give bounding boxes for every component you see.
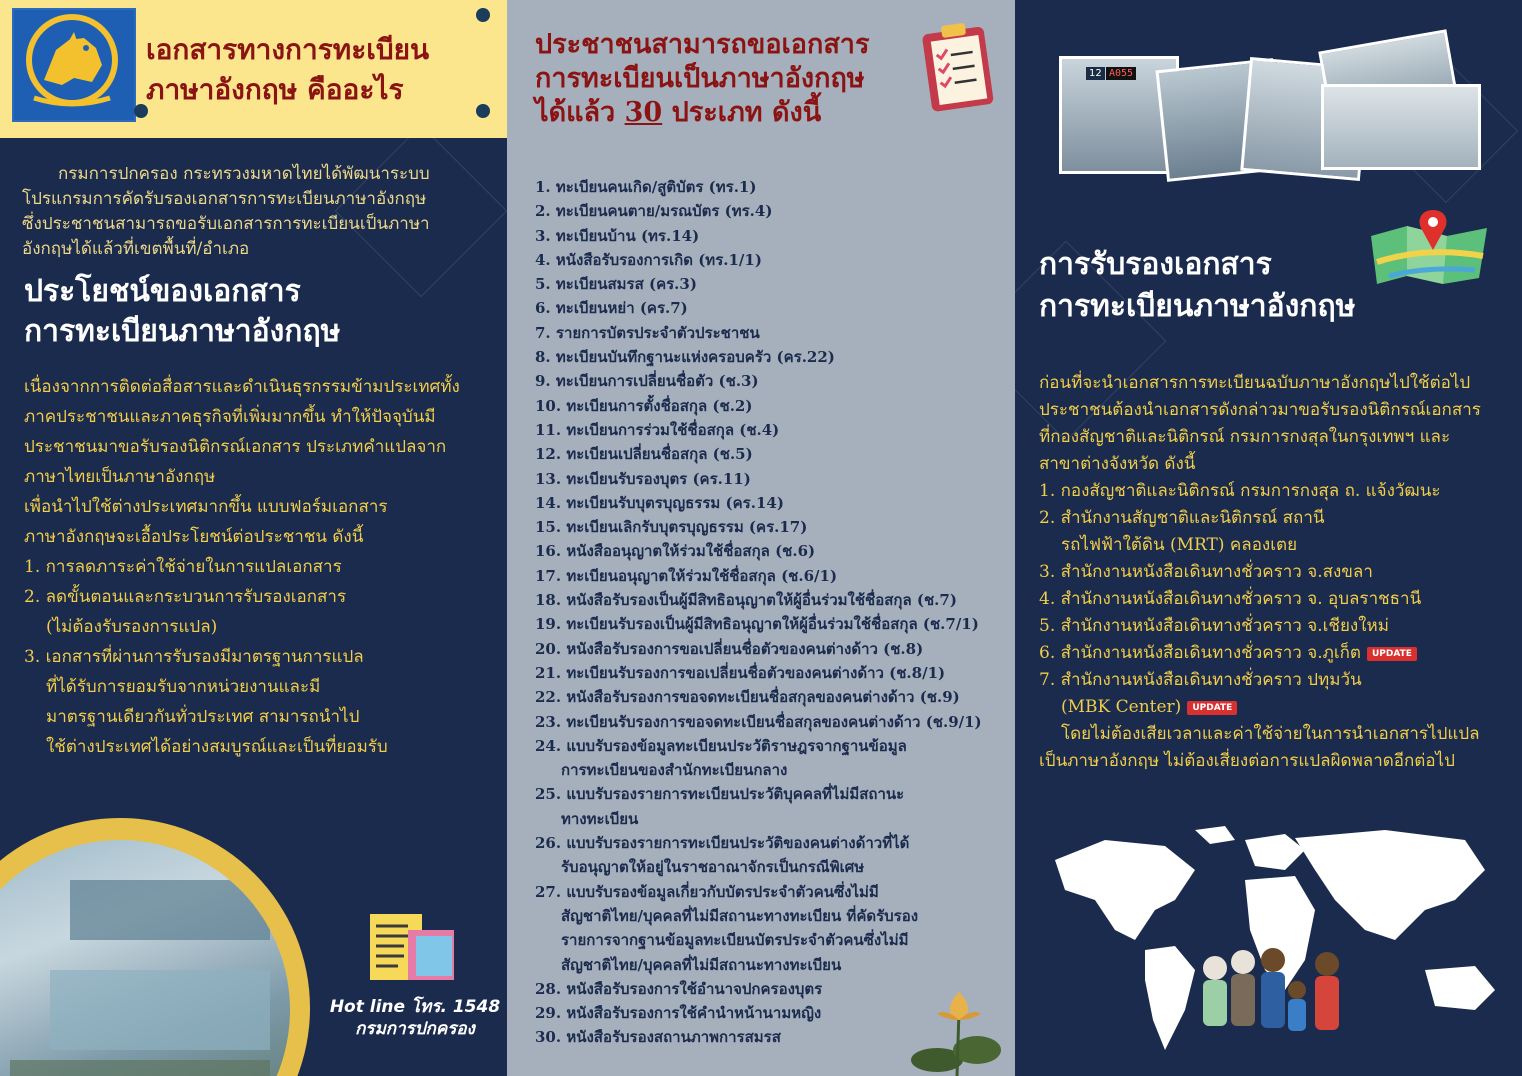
clipboard-checklist-icon — [919, 20, 999, 112]
family-illustration — [1203, 948, 1339, 1031]
hotline-label — [320, 996, 507, 1040]
benefit-item-continued: ใช้ต่างประเทศได้อย่างสมบูรณ์และเป็นที่ยอมรับ — [46, 737, 388, 757]
body-line: โดยไม่ต้องเสียเวลาและค่าใช้จ่ายในการนำเอกสารไปแปล — [1061, 724, 1480, 744]
list-item: 22. หนังสือรับรองการขอจดทะเบียนชื่อสกุลของคนต่างด้าว (ช.9) — [535, 688, 960, 707]
office-photo-collage — [1055, 40, 1495, 180]
hotline-number: Hot line โทร. 1548 — [329, 997, 501, 1017]
list-item: 6. ทะเบียนหย่า (คร.7) — [535, 299, 688, 318]
list-item: 25. แบบรับรองรายการทะเบียนประวัติบุคคลที่ไม่มีสถานะ — [535, 785, 905, 804]
intro-line: อังกฤษได้แล้วที่เขตพื้นที่/อำเภอ — [22, 239, 250, 259]
heading-line: การทะเบียนภาษาอังกฤษ — [1039, 289, 1356, 324]
document-types-heading — [535, 28, 915, 130]
list-item: 13. ทะเบียนรับรองบุตร (คร.11) — [535, 469, 751, 488]
heading-line: ประโยชน์ของเอกสาร — [24, 274, 301, 309]
office-item-continued — [1039, 694, 1515, 721]
body-line: เป็นภาษาอังกฤษ ไม่ต้องเสี่ยงต่อการแปลผิดพลาดอีกต่อไป — [1039, 751, 1455, 771]
list-item: 5. ทะเบียนสมรส (คร.3) — [535, 275, 697, 294]
body-line: ภาษาอังกฤษจะเอื้อประโยชน์ต่อประชาชน ดังนี้ — [24, 527, 364, 547]
office-item: 3. สำนักงานหนังสือเดินทางชั่วคราว จ.สงขลา — [1039, 562, 1373, 582]
list-item: 26. แบบรับรองรายการทะเบียนประวัติของคนต่างด้าวที่ได้ — [535, 834, 910, 853]
heading-line — [535, 96, 915, 130]
office-item: 4. สำนักงานหนังสือเดินทางชั่วคราว จ. อุบลราชธานี — [1039, 589, 1422, 609]
office-item: 2. สำนักงานสัญชาติและนิติกรณ์ สถานี — [1039, 508, 1325, 528]
office-item: 1. กองสัญชาติและนิติกรณ์ กรมการกงสุล ถ. แจ้งวัฒนะ — [1039, 481, 1441, 501]
list-item: 29. หนังสือรับรองการใช้คำนำหน้านามหญิง — [535, 1004, 822, 1023]
update-badge: UPDATE — [1187, 701, 1237, 715]
office-item: 5. สำนักงานหนังสือเดินทางชั่วคราว จ.เชียงใหม่ — [1039, 616, 1389, 636]
list-item-continued: รับอนุญาตให้อยู่ในราชอาณาจักรเป็นกรณีพิเศษ — [561, 858, 865, 877]
list-item: 11. ทะเบียนการร่วมใช้ชื่อสกุล (ช.4) — [535, 420, 780, 439]
body-line: ที่กองสัญชาติและนิติกรณ์ กรมการกงสุลในกรุงเทพฯ และ — [1039, 427, 1451, 447]
document-count: 30 — [624, 97, 663, 128]
list-item: 14. ทะเบียนรับบุตรบุญธรรม (คร.14) — [535, 493, 784, 512]
list-item: 7. รายการบัตรประจำตัวประชาชน — [535, 323, 760, 342]
header-title-line: เอกสารทางการทะเบียน — [146, 33, 430, 66]
heading-line: การทะเบียนภาษาอังกฤษ — [24, 314, 341, 349]
list-item: 15. ทะเบียนเลิกรับบุตรบุญธรรม (คร.17) — [535, 518, 808, 537]
body-line: ภาคประชาชนและภาคธุรกิจที่เพิ่มมากขึ้น ทำให้ปัจจุบันมี — [24, 407, 436, 427]
document-types-list — [535, 175, 1010, 1050]
update-badge: UPDATE — [1367, 647, 1417, 661]
list-item: 1. ทะเบียนคนเกิด/สูติบัตร (ทร.1) — [535, 178, 757, 196]
body-line: ภาษาไทยเป็นภาษาอังกฤษ — [24, 467, 216, 487]
list-item: 30. หนังสือรับรองสถานภาพการสมรส — [535, 1028, 781, 1047]
counter-number-sign: 12 — [1086, 67, 1105, 80]
benefit-item: 3. เอกสารที่ผ่านการรับรองมีมาตรฐานการแปล — [24, 647, 364, 667]
office-photo-circle — [0, 818, 310, 1076]
benefit-item: 1. การลดภาระค่าใช้จ่ายในการแปลเอกสาร — [24, 557, 342, 577]
middle-panel — [507, 0, 1015, 1076]
heading-line: การทะเบียนเป็นภาษาอังกฤษ — [535, 63, 865, 94]
benefits-heading — [24, 272, 494, 352]
list-item-continued: การทะเบียนของสำนักทะเบียนกลาง — [561, 761, 788, 780]
certification-body — [1039, 370, 1515, 775]
body-line: สาขาต่างจังหวัด ดังนี้ — [1039, 454, 1196, 474]
list-item: 8. ทะเบียนบันทึกฐานะแห่งครอบครัว (คร.22) — [535, 348, 835, 367]
certification-heading — [1039, 244, 1499, 328]
header-banner — [0, 0, 507, 138]
intro-line: ซึ่งประชาชนสามารถขอรับเอกสารการทะเบียนเป็นภาษา — [22, 214, 430, 234]
list-item-continued: สัญชาติไทย/บุคคลที่ไม่มีสถานะทางทะเบียน ที่คัดรับรอง — [561, 906, 919, 925]
right-panel — [1015, 0, 1522, 1076]
list-item: 3. ทะเบียนบ้าน (ทร.14) — [535, 226, 700, 245]
list-item: 24. แบบรับรองข้อมูลทะเบียนประวัติราษฎรจากฐานข้อมูล — [535, 736, 907, 755]
office-item: 7. สำนักงานหนังสือเดินทางชั่วคราว ปทุมวัน — [1039, 670, 1362, 690]
world-map-icon — [1045, 820, 1515, 1060]
heading-line: การรับรองเอกสาร — [1039, 247, 1272, 282]
body-line: เพื่อนำไปใช้ต่างประเทศมากขึ้น แบบฟอร์มเอกสาร — [24, 497, 388, 517]
benefit-item-continued: ที่ได้รับการยอมรับจากหน่วยงานและมี — [46, 677, 321, 697]
body-line: ประชาชนต้องนำเอกสารดังกล่าวมาขอรับรองนิติกรณ์เอกสาร — [1039, 400, 1481, 420]
list-item: 16. หนังสืออนุญาตให้ร่วมใช้ชื่อสกุล (ช.6) — [535, 542, 816, 561]
intro-paragraph — [22, 162, 492, 262]
list-item: 23. ทะเบียนรับรองการขอจดทะเบียนชื่อสกุลของคนต่างด้าว (ช.9/1) — [535, 712, 982, 731]
header-title — [146, 30, 486, 110]
office-photo — [1321, 84, 1481, 170]
decorative-dot — [476, 8, 490, 22]
list-item: 9. ทะเบียนการเปลี่ยนชื่อตัว (ช.3) — [535, 372, 759, 391]
office-item-text: (MBK Center) — [1061, 697, 1182, 717]
benefit-item-continued: (ไม่ต้องรับรองการแปล) — [46, 617, 218, 637]
benefit-item: 2. ลดขั้นตอนและกระบวนการรับรองเอกสาร — [24, 587, 347, 607]
list-item: 21. ทะเบียนรับรองการขอเปลี่ยนชื่อตัวของคนต่างด้าว (ช.8/1) — [535, 663, 946, 682]
body-line: เนื่องจากการติดต่อสื่อสารและดำเนินธุรกรรมข้ามประเทศทั้ง — [24, 377, 460, 397]
header-title-line: ภาษาอังกฤษ คืออะไร — [146, 73, 404, 106]
left-panel — [0, 0, 507, 1076]
heading-text: ประเภท ดังนี้ — [662, 97, 822, 128]
office-photo — [0, 840, 290, 1076]
office-item-text: 6. สำนักงานหนังสือเดินทางชั่วคราว จ.ภูเก็ต — [1039, 643, 1361, 663]
heading-text: ได้แล้ว — [535, 97, 625, 128]
list-item: 28. หนังสือรับรองการใช้อำนาจปกครองบุตร — [535, 979, 823, 998]
list-item-continued: สัญชาติไทย/บุคคลที่ไม่มีสถานะทางทะเบียน — [561, 955, 842, 974]
benefit-item-continued: มาตรฐานเดียวกันทั่วประเทศ สามารถนำไป — [46, 707, 360, 727]
office-item — [1039, 640, 1515, 667]
list-item: 27. แบบรับรองข้อมูลเกี่ยวกับบัตรประจำตัวคนซึ่งไม่มี — [535, 882, 879, 901]
list-item-continued: ทางทะเบียน — [561, 809, 639, 828]
list-item: 10. ทะเบียนการตั้งชื่อสกุล (ช.2) — [535, 396, 753, 415]
office-item-continued: รถไฟฟ้าใต้ดิน (MRT) คลองเตย — [1061, 535, 1298, 555]
intro-line: โปรแกรมการคัดรับรองเอกสารการทะเบียนภาษาอังกฤษ — [22, 189, 427, 209]
list-item: 18. หนังสือรับรองเป็นผู้มีสิทธิอนุญาตให้ผู้อื่นร่วมใช้ชื่อสกุล (ช.7) — [535, 591, 957, 610]
lion-seal-logo — [12, 8, 136, 122]
list-item-continued: รายการจากฐานข้อมูลทะเบียนบัตรประจำตัวคนซึ่งไม่มี — [561, 931, 909, 950]
body-line: ก่อนที่จะนำเอกสารการทะเบียนฉบับภาษาอังกฤษไปใช้ต่อไป — [1039, 373, 1471, 393]
list-item: 20. หนังสือรับรองการขอเปลี่ยนชื่อตัวของคนต่างด้าว (ช.8) — [535, 639, 924, 658]
list-item: 2. ทะเบียนคนตาย/มรณบัตร (ทร.4) — [535, 202, 773, 221]
list-item: 19. ทะเบียนรับรองเป็นผู้มีสิทธิอนุญาตให้ผู้อื่นร่วมใช้ชื่อสกุล (ช.7/1) — [535, 615, 979, 634]
benefits-body — [24, 372, 498, 762]
list-item: 17. ทะเบียนอนุญาตให้ร่วมใช้ชื่อสกุล (ช.6/1) — [535, 566, 838, 585]
hotline-agency: กรมการปกครอง — [355, 1019, 475, 1039]
heading-line: ประชาชนสามารถขอเอกสาร — [535, 29, 870, 60]
intro-line: กรมการปกครอง กระทรวงมหาดไทยได้พัฒนาระบบ — [58, 164, 430, 184]
queue-display: A055 — [1106, 67, 1136, 80]
body-line: ประชาชนมาขอรับรองนิติกรณ์เอกสาร ประเภทคำแปลจาก — [24, 437, 447, 457]
list-item: 4. หนังสือรับรองการเกิด (ทร.1/1) — [535, 250, 762, 269]
lotus-illustration — [907, 980, 1007, 1076]
list-item: 12. ทะเบียนเปลี่ยนชื่อสกุล (ช.5) — [535, 445, 753, 464]
document-icon — [368, 912, 458, 984]
